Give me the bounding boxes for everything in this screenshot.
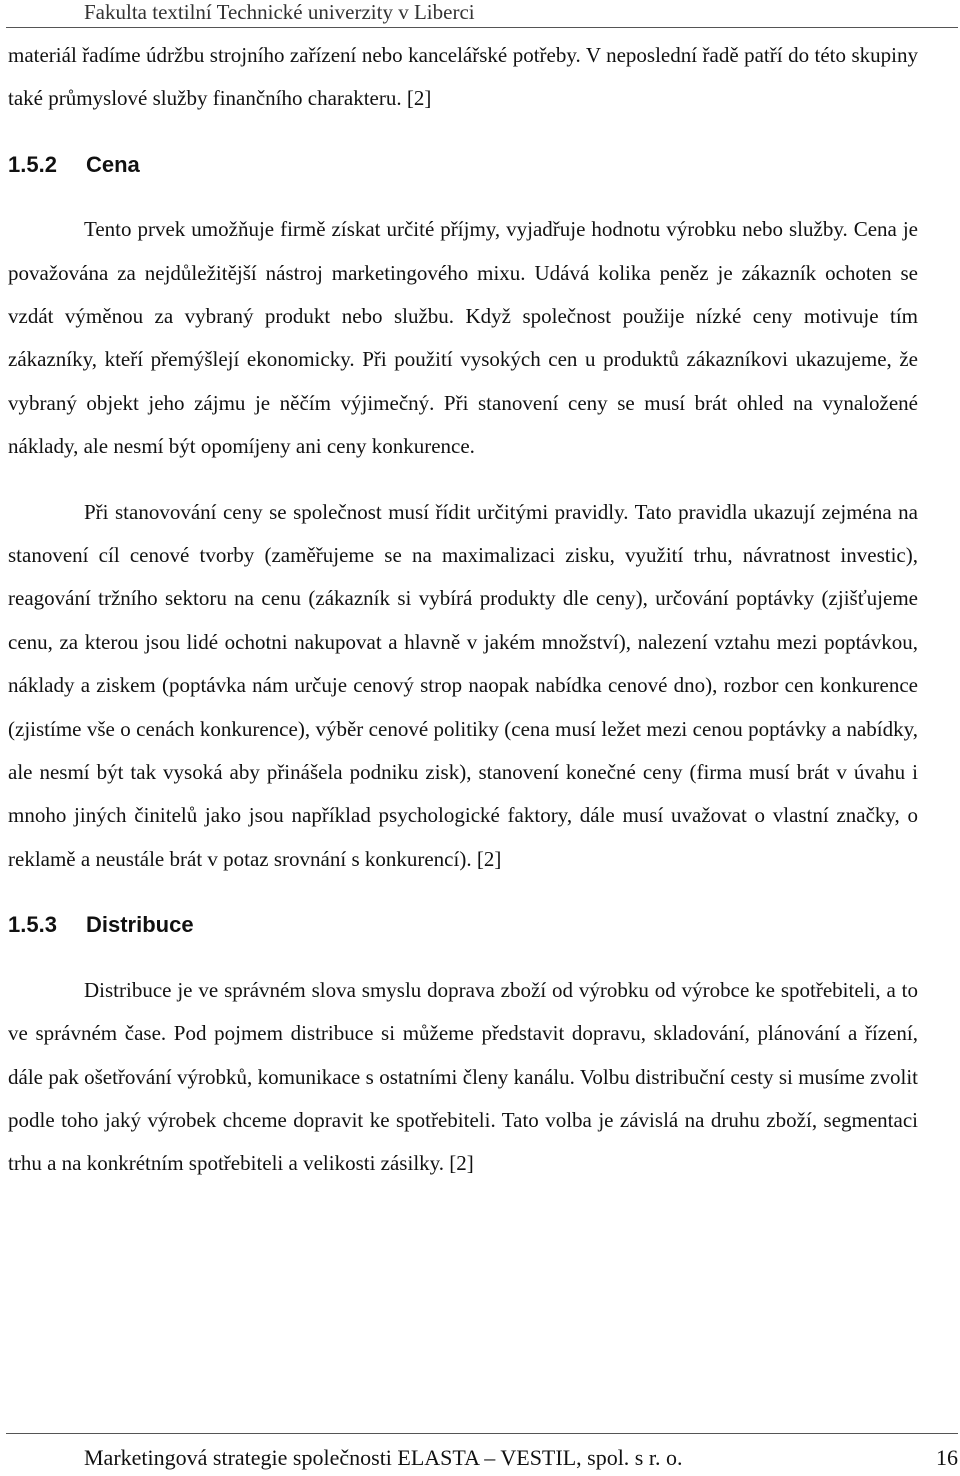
- section-heading-distribuce: [8, 903, 918, 946]
- intro-paragraph: materiál řadíme údržbu strojního zařízení nebo kancelářské potřeby. V neposlední řadě patří do této skupiny také průmyslové služby finančního charakteru. [2]: [8, 43, 918, 111]
- section-number: 1.5.2: [8, 151, 57, 177]
- distribuce-paragraph-1: Distribuce je ve správném slova smyslu doprava zboží od výrobku od výrobce ke spotřebiteli, a to ve správném čase. Pod pojmem distribuce si můžeme představit dopravu, skladování, plánování a řízení, dále pak ošetřování výrobků, komunikace s ostatními členy kanálu. Volbu distribuční cesty si musíme zvolit podle toho jaký výrobek chceme dopravit ke spotřebiteli. Tato volba je závislá na druhu zboží, segmentaci trhu a na konkrétním spotřebiteli a velikosti zásilky. [2]: [8, 977, 918, 1176]
- section-heading-cena: [8, 143, 918, 186]
- cena-paragraph-1: Tento prvek umožňuje firmě získat určité příjmy, vyjadřuje hodnotu výrobku nebo služby. Cena je považována za nejdůležitější nástroj marketingového mixu. Udává kolika peněz je zákazník ochoten se vzdát výměnou za vybraný produkt nebo službu. Když společnost použije nízké ceny motivuje tím zákazníky, kteří přemýšlejí ekonomicky. Při použití vysokých cen u produktů zákazníkovi ukazujeme, že vybraný objekt jeho zájmu je něčím výjimečný. Při stanovení ceny se musí brát ohled na vynaložené náklady, ale nesmí být opomíjeny ani ceny konkurence.: [8, 217, 918, 459]
- footer-title: Marketingová strategie společnosti ELASTA – VESTIL, spol. s r. o.: [84, 1445, 683, 1470]
- running-header: Fakulta textilní Technické univerzity v Liberci: [84, 0, 475, 24]
- section-title: Cena: [86, 151, 140, 177]
- section-title: Distribuce: [86, 912, 194, 938]
- running-footer: [84, 1440, 958, 1476]
- header-rule: [6, 27, 958, 28]
- page-body: [8, 34, 918, 1186]
- page-number: 16: [936, 1445, 958, 1470]
- cena-paragraph-2: Při stanovování ceny se společnost musí řídit určitými pravidly. Tato pravidla ukazují zejména na stanovení cíl cenové tvorby (zaměřujeme se na maximalizaci zisku, využití trhu, návratnost investic), reagování tržního sektoru na cenu (zákazník si vybírá produkty dle ceny), určování poptávky (zjišťujeme cenu, za kterou jsou lidé ochotni nakupovat a hlavně v jakém množství), nalezení vztahu mezi poptávkou, náklady a ziskem (poptávka nám určuje cenový strop naopak nabídka cenové dno), rozbor cen konkurence (zjistíme vše o cenách konkurence), výběr cenové politiky (cena musí ležet mezi cenou poptávky a nabídky, ale nesmí být tak vysoká aby přinášela podniku zisk), stanovení konečné ceny (firma musí brát v úvahu i mnoho jiných činitelů jako jsou například psychologické faktory, dále musí uvažovat o vlastní značky, o reklamě a neustále brát v potaz srovnání s konkurencí). [2]: [8, 499, 918, 871]
- footer-rule: [6, 1433, 958, 1434]
- section-number: 1.5.3: [8, 912, 57, 938]
